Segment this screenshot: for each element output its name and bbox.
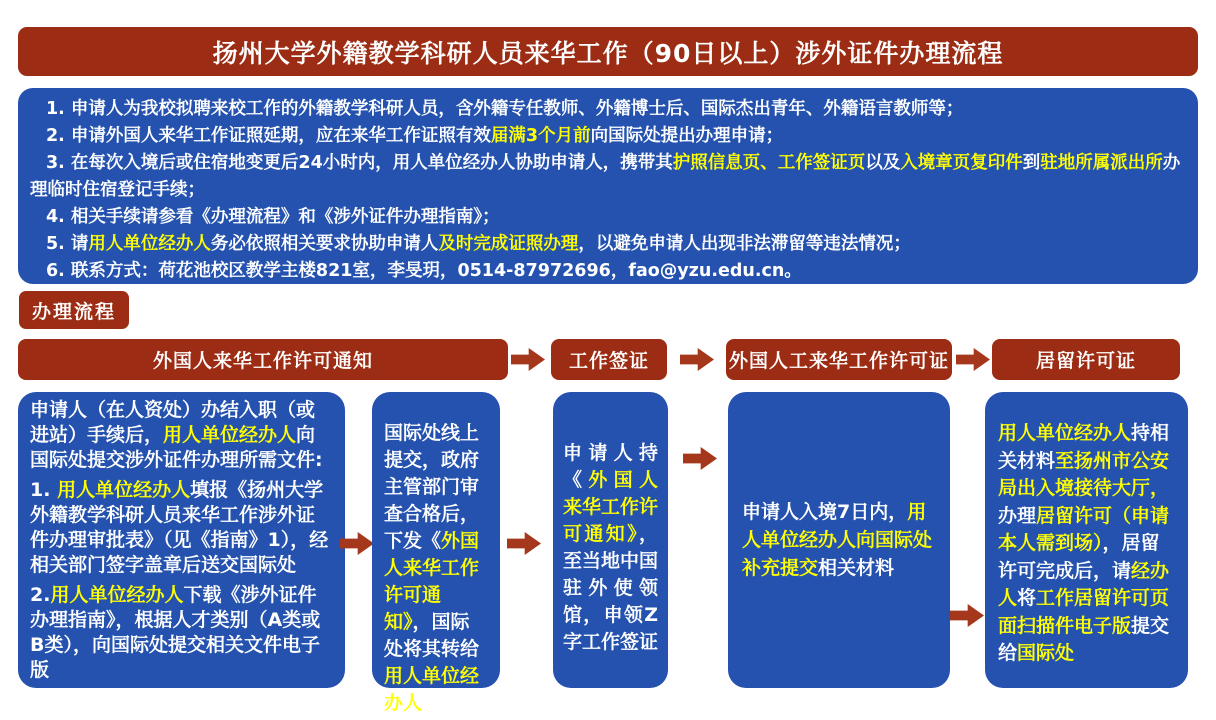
- right-arrow-icon: [340, 532, 374, 555]
- right-arrow-icon: [956, 348, 990, 371]
- right-arrow-icon: [950, 604, 984, 627]
- step-paragraph: 申请人入境7日内，用人单位经办人向国际处补充提交相关材料: [742, 501, 933, 579]
- step-paragraph: 用人单位经办人持相关材料至扬州市公安局出入境接待大厅，办理居留许可（申请本人需到场），居留许可完成后，请经办人将工作居留许可页面扫描件电子版提交给国际处: [998, 422, 1170, 664]
- right-arrow-icon: [683, 447, 717, 470]
- process-flow-label: 办理流程: [19, 291, 129, 329]
- step-paragraph: 申请人持《外国人来华工作许可通知》，至当地中国驻外使领馆，申领Z字工作签证: [563, 442, 659, 653]
- right-arrow-icon: [680, 348, 714, 371]
- right-arrow-icon: [507, 532, 541, 555]
- note-item-1: 1. 申请人为我校拟聘来校工作的外籍教学科研人员，含外籍专任教师、外籍博士后、国际杰出青年、外籍语言教师等；: [46, 99, 964, 119]
- note-item-3: 3. 在每次入境后或住宿地变更后24小时内，用人单位经办人协助申请人，携带其护照信息页、工作签证页以及入境章页复印件到驻地所属派出所办理临时住宿登记手续；: [30, 153, 1181, 200]
- page-title: 扬州大学外籍教学科研人员来华工作（90日以上）涉外证件办理流程: [18, 27, 1198, 76]
- stage-header-work-visa: 工作签证: [551, 339, 667, 380]
- stage-header-work-permit-card: 外国人工来华工作许可证: [726, 339, 952, 380]
- step-box-residence-permit-processing: [985, 392, 1188, 688]
- right-arrow-icon: [511, 348, 545, 371]
- step-box-supplementary-materials: [728, 392, 950, 688]
- step-paragraph: 申请人（在人资处）办结入职（或进站）手续后，用人单位经办人向国际处提交涉外证件办理所需文件:: [30, 399, 323, 471]
- note-item-5: 5. 请用人单位经办人务必依照相关要求协助申请人及时完成证照办理，以避免申请人出现非法滞留等违法情况；: [46, 234, 911, 254]
- stage-header-work-permit-notice: 外国人来华工作许可通知: [18, 339, 508, 380]
- step-box-online-submission: [372, 392, 500, 714]
- stage-header-residence-permit: 居留许可证: [992, 339, 1180, 380]
- step-paragraph: 2.用人单位经办人下载《涉外证件办理指南》，根据人才类别（A类或B类），向国际处提交相关文件电子版: [30, 584, 321, 681]
- note-item-2: 2. 申请外国人来华工作证照延期，应在来华工作证照有效届满3个月前向国际处提出办理申请；: [46, 126, 784, 146]
- step-paragraph: 1. 用人单位经办人填报《扬州大学外籍教学科研人员来华工作涉外证件办理审批表》（见《指南》1），经相关部门签字盖章后送交国际处: [30, 479, 329, 576]
- step-box-visa-application: [553, 392, 668, 688]
- notes-panel: [18, 88, 1198, 284]
- step-box-submit-documents: [18, 392, 345, 688]
- note-item-6: 6. 联系方式：荷花池校区教学主楼821室，李旻玥，0514-87972696，fao@yzu.edu.cn。: [46, 261, 802, 281]
- step-paragraph: 国际处线上提交，政府主管部门审查合格后，下发《外国人来华工作许可通知》，国际处将其转给用人单位经办人: [384, 422, 480, 714]
- note-item-4: 4. 相关手续请参看《办理流程》和《涉外证件办理指南》；: [46, 207, 500, 227]
